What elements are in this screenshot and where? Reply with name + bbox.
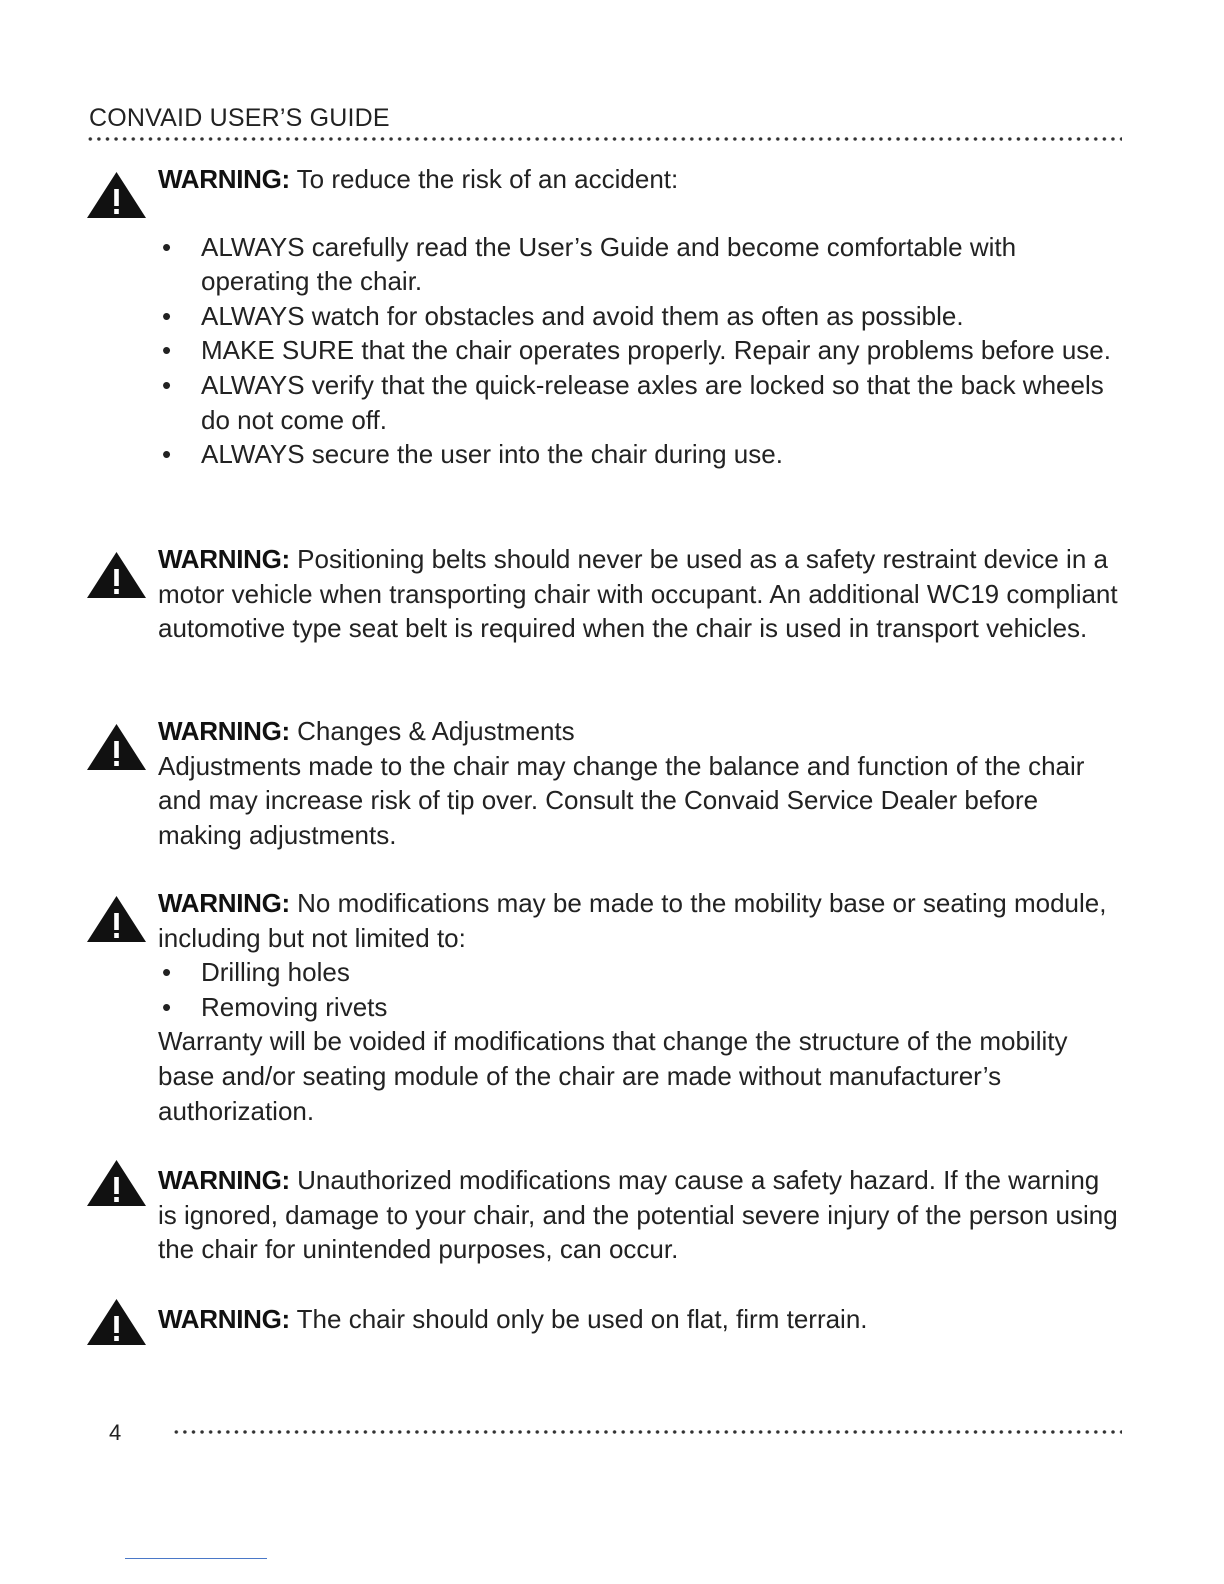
warning-detail: Adjustments made to the chair may change the balance and function of the chair and may increase risk of tip over. Consult the Convaid Service Dealer before making adjustments. (158, 750, 1085, 850)
warning-triangle-icon (86, 1158, 147, 1208)
warning-heading (158, 886, 1122, 955)
bullet-dot: • (162, 300, 172, 331)
list-item (158, 368, 1122, 437)
underline-mark (125, 1558, 267, 1559)
warning-detail: Warranty will be voided if modifications that change the structure of the mobility base and/or seating module of the chair are made without manufacturer’s authorization. (158, 1026, 1068, 1126)
warning-block-accident (86, 162, 1122, 472)
list-item (158, 990, 1122, 1025)
warning-triangle-icon (86, 550, 147, 600)
warning-label: WARNING: (158, 164, 290, 194)
list-item-text: Drilling holes (201, 957, 350, 988)
footer-dotted-rule (172, 1430, 1122, 1434)
warning-block-terrain (86, 1302, 1122, 1337)
bullet-dot: • (162, 439, 172, 470)
bullet-dot: • (162, 991, 172, 1022)
bullet-dot: • (162, 335, 172, 366)
list-item (158, 299, 1122, 334)
list-item-text: ALWAYS secure the user into the chair during use. (201, 439, 783, 470)
warning-text: The chair should only be used on flat, firm terrain. (289, 1304, 868, 1334)
warning-triangle-icon (86, 170, 147, 220)
header-dotted-rule (86, 137, 1122, 141)
warning-text: Unauthorized modifications may cause a safety hazard. If the warning is ignored, damage to your chair, and the potential severe injury of the person using the chair for unintended purposes, can occur. (158, 1165, 1118, 1265)
warning-triangle-icon (86, 894, 147, 944)
list-item-text: ALWAYS verify that the quick-release axles are locked so that the back wheels do not come off. (201, 369, 1104, 435)
list-item-text: ALWAYS watch for obstacles and avoid them as often as possible. (201, 300, 964, 331)
list-item-text: ALWAYS carefully read the User’s Guide and become comfortable with operating the chair. (201, 231, 1017, 297)
warning-text: No modifications may be made to the mobility base or seating module, including but not limited to: (158, 888, 1107, 953)
list-item-text: Removing rivets (201, 991, 388, 1022)
bullet-list (158, 955, 1122, 1024)
warning-triangle-icon (86, 722, 147, 772)
warning-block-adjustments (86, 714, 1122, 852)
warning-block-modifications (86, 886, 1122, 1128)
list-item (158, 437, 1122, 472)
page-header-title: CONVAID USER’S GUIDE (89, 104, 390, 132)
warning-label: WARNING: (158, 716, 290, 746)
warning-label: WARNING: (158, 544, 290, 574)
warning-heading (158, 162, 1122, 197)
warning-text: Changes & Adjustments (289, 716, 575, 746)
list-item (158, 955, 1122, 990)
warning-block-positioning-belts (86, 542, 1122, 646)
bullet-dot: • (162, 231, 172, 262)
warning-paragraph (158, 542, 1122, 646)
warning-paragraph (158, 1163, 1122, 1267)
page-number: 4 (109, 1420, 122, 1445)
bullet-list (158, 230, 1122, 472)
warning-text: Positioning belts should never be used as a safety restraint device in a motor vehicle when transporting chair with occupant. An additional WC19 compliant automotive type seat belt is required when the chair is used in transport vehicles. (158, 544, 1118, 644)
warning-paragraph (158, 1302, 1122, 1337)
list-item-text: MAKE SURE that the chair operates properly. Repair any problems before use. (201, 335, 1111, 366)
bullet-dot: • (162, 957, 172, 988)
warning-label: WARNING: (158, 1304, 290, 1334)
warning-heading (158, 714, 1122, 749)
list-item (158, 230, 1122, 299)
warning-label: WARNING: (158, 888, 290, 918)
bullet-dot: • (162, 369, 172, 400)
list-item (158, 333, 1122, 368)
warning-text: To reduce the risk of an accident: (289, 164, 679, 194)
warning-block-unauthorized (86, 1163, 1122, 1267)
warning-triangle-icon (86, 1297, 147, 1347)
warning-label: WARNING: (158, 1165, 290, 1195)
